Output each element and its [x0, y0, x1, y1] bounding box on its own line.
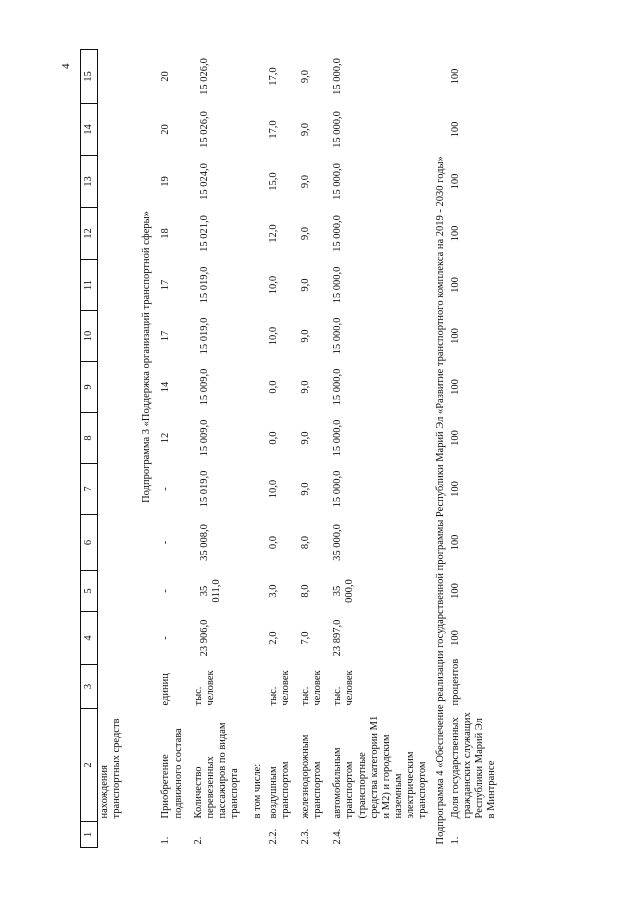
value-cell: 35 000,0 — [332, 579, 356, 603]
value-cell: 9,0 — [299, 380, 311, 394]
value-cell: 100 — [449, 121, 461, 138]
col-header: 1 — [81, 822, 98, 848]
table-row — [448, 50, 500, 848]
table-row — [98, 50, 141, 848]
value-cell: 12,0 — [267, 224, 279, 243]
row-number: 2.3. — [299, 828, 311, 845]
value-cell: 15 000,0 — [332, 111, 344, 148]
column-number-row — [81, 50, 98, 848]
value-cell: - — [160, 636, 172, 640]
col-header: 8 — [81, 413, 98, 464]
value-cell: 3,0 — [267, 584, 279, 598]
value-cell: 15 019,0 — [198, 470, 210, 508]
row-number: 2. — [192, 836, 204, 845]
value-cell: 12 — [160, 432, 172, 444]
col-header: 5 — [81, 571, 98, 612]
indicator-name: Доля государственных гражданских служащих Республики Марий Эл в Минтрансе — [449, 712, 498, 819]
value-cell: 17 — [160, 279, 172, 291]
value-cell: 0,0 — [267, 535, 279, 550]
value-cell: 9,0 — [299, 431, 311, 445]
unit: тыс. человек — [267, 670, 291, 706]
col-header: 14 — [81, 104, 98, 156]
value-cell: 10,0 — [267, 479, 279, 499]
page-number: 4 — [60, 63, 72, 69]
value-cell: 15 000,0 — [332, 163, 344, 200]
value-cell: 17 — [160, 330, 172, 342]
value-cell: - — [160, 540, 172, 545]
value-cell: 100 — [449, 430, 461, 446]
col-header: 12 — [81, 208, 98, 260]
value-cell: 10,0 — [267, 326, 279, 346]
col-header: 2 — [81, 709, 98, 822]
value-cell: 100 — [449, 225, 461, 242]
row-number: 2.4. — [332, 828, 344, 845]
indicator-name: Количество перевезенных пассажиров по видам транспорта — [192, 722, 241, 819]
value-cell: 35 008,0 — [198, 524, 210, 561]
value-cell: 9,0 — [299, 278, 311, 292]
value-cell: 100 — [449, 630, 461, 646]
unit: тыс. человек — [332, 670, 356, 706]
value-cell: 100 — [449, 583, 461, 599]
value-cell: 15 009,0 — [198, 368, 210, 406]
value-cell: 9,0 — [299, 69, 311, 84]
unit: процентов — [449, 658, 461, 706]
row-number: 2.2. — [267, 828, 279, 845]
value-cell: 100 — [449, 68, 461, 85]
value-cell: 35 011,0 — [198, 579, 222, 603]
col-header: 7 — [81, 464, 98, 515]
value-cell: 100 — [449, 173, 461, 190]
row-number: 1. — [449, 836, 461, 845]
col-header: 11 — [81, 260, 98, 311]
col-header: 15 — [81, 50, 98, 104]
value-cell: 17,0 — [267, 120, 279, 139]
value-cell: 15 000,0 — [332, 215, 344, 252]
indicator-name: Приобретение подвижного состава — [160, 728, 184, 819]
value-cell: 8,0 — [299, 584, 311, 598]
table-row — [330, 50, 433, 848]
value-cell: 100 — [449, 328, 461, 344]
section-row — [140, 50, 154, 848]
col-header: 9 — [81, 362, 98, 413]
table-row — [154, 50, 190, 848]
value-cell: 15 024,0 — [198, 163, 210, 200]
col-header: 10 — [81, 311, 98, 362]
table-row — [266, 50, 298, 848]
value-cell: 20 — [160, 71, 172, 82]
table-row — [251, 50, 265, 848]
value-cell: 15 000,0 — [332, 266, 344, 304]
value-cell: 7,0 — [299, 631, 311, 645]
value-cell: 15 019,0 — [198, 317, 210, 355]
value-cell: 0,0 — [267, 431, 279, 445]
indicator-name: воздушным транспортом — [267, 761, 291, 819]
value-cell: 9,0 — [299, 329, 311, 343]
col-header: 6 — [81, 515, 98, 571]
value-cell: 15 021,0 — [198, 215, 210, 252]
value-cell: 0,0 — [267, 380, 279, 394]
value-cell: 15,0 — [267, 172, 279, 191]
value-cell: 20 — [160, 124, 172, 135]
indicators-table — [80, 49, 499, 848]
value-cell: - — [160, 589, 172, 593]
value-cell: 23 897,0 — [332, 619, 344, 657]
indicator-name: автомобильным транспортом (транспортные средства категории М1 и М2) и городским наземным электрическим транспортом — [332, 715, 429, 819]
value-cell: 15 026,0 — [198, 58, 210, 95]
value-cell: 15 000,0 — [332, 317, 344, 355]
row-number: 1. — [160, 836, 172, 845]
value-cell: 15 026,0 — [198, 111, 210, 148]
value-cell: 15 019,0 — [198, 266, 210, 304]
value-cell: 35 000,0 — [332, 524, 344, 561]
value-cell: 9,0 — [299, 174, 311, 189]
col-header: 3 — [81, 665, 98, 709]
indicator-name: железнодорожным транспортом — [299, 734, 324, 819]
value-cell: 15 000,0 — [332, 470, 344, 508]
value-cell: 15 000,0 — [332, 419, 344, 457]
value-cell: 2,0 — [267, 631, 279, 645]
col-header: 4 — [81, 612, 98, 665]
unit: тыс. человек — [192, 670, 216, 706]
table-row — [191, 50, 252, 848]
value-cell: 15 009,0 — [198, 419, 210, 457]
value-cell: 100 — [449, 481, 461, 497]
value-cell: 15 000,0 — [332, 368, 344, 406]
value-cell: 9,0 — [299, 122, 311, 137]
value-cell: 17,0 — [267, 67, 279, 86]
value-cell: 23 906,0 — [198, 619, 210, 657]
unit: тыс. человек — [299, 670, 324, 706]
indicator-name: нахождения транспортных средств — [99, 718, 123, 819]
value-cell: 14 — [160, 381, 172, 393]
value-cell: 100 — [449, 277, 461, 293]
value-cell: 100 — [449, 534, 461, 551]
section-row — [434, 50, 448, 848]
value-cell: 15 000,0 — [332, 58, 344, 95]
value-cell: 9,0 — [299, 482, 311, 496]
value-cell: 8,0 — [299, 535, 311, 550]
unit: единиц — [160, 673, 172, 706]
value-cell: 18 — [160, 228, 172, 239]
table-row — [298, 50, 330, 848]
value-cell: - — [160, 487, 172, 491]
indicator-name: в том числе: — [252, 763, 264, 819]
value-cell: 19 — [160, 176, 172, 187]
value-cell: 10,0 — [267, 275, 279, 295]
subprogram3-title: Подпрограмма 3 «Поддержка организаций транспортной сферы» — [141, 211, 153, 503]
subprogram4-title: Подпрограмма 4 «Обеспечение реализации государственной программы Республики Марий Эл «Развитие транспортного комплекса на 2019 - 2030 годы» — [434, 156, 446, 845]
value-cell: 100 — [449, 379, 461, 395]
col-header: 13 — [81, 156, 98, 208]
value-cell: 9,0 — [299, 226, 311, 241]
